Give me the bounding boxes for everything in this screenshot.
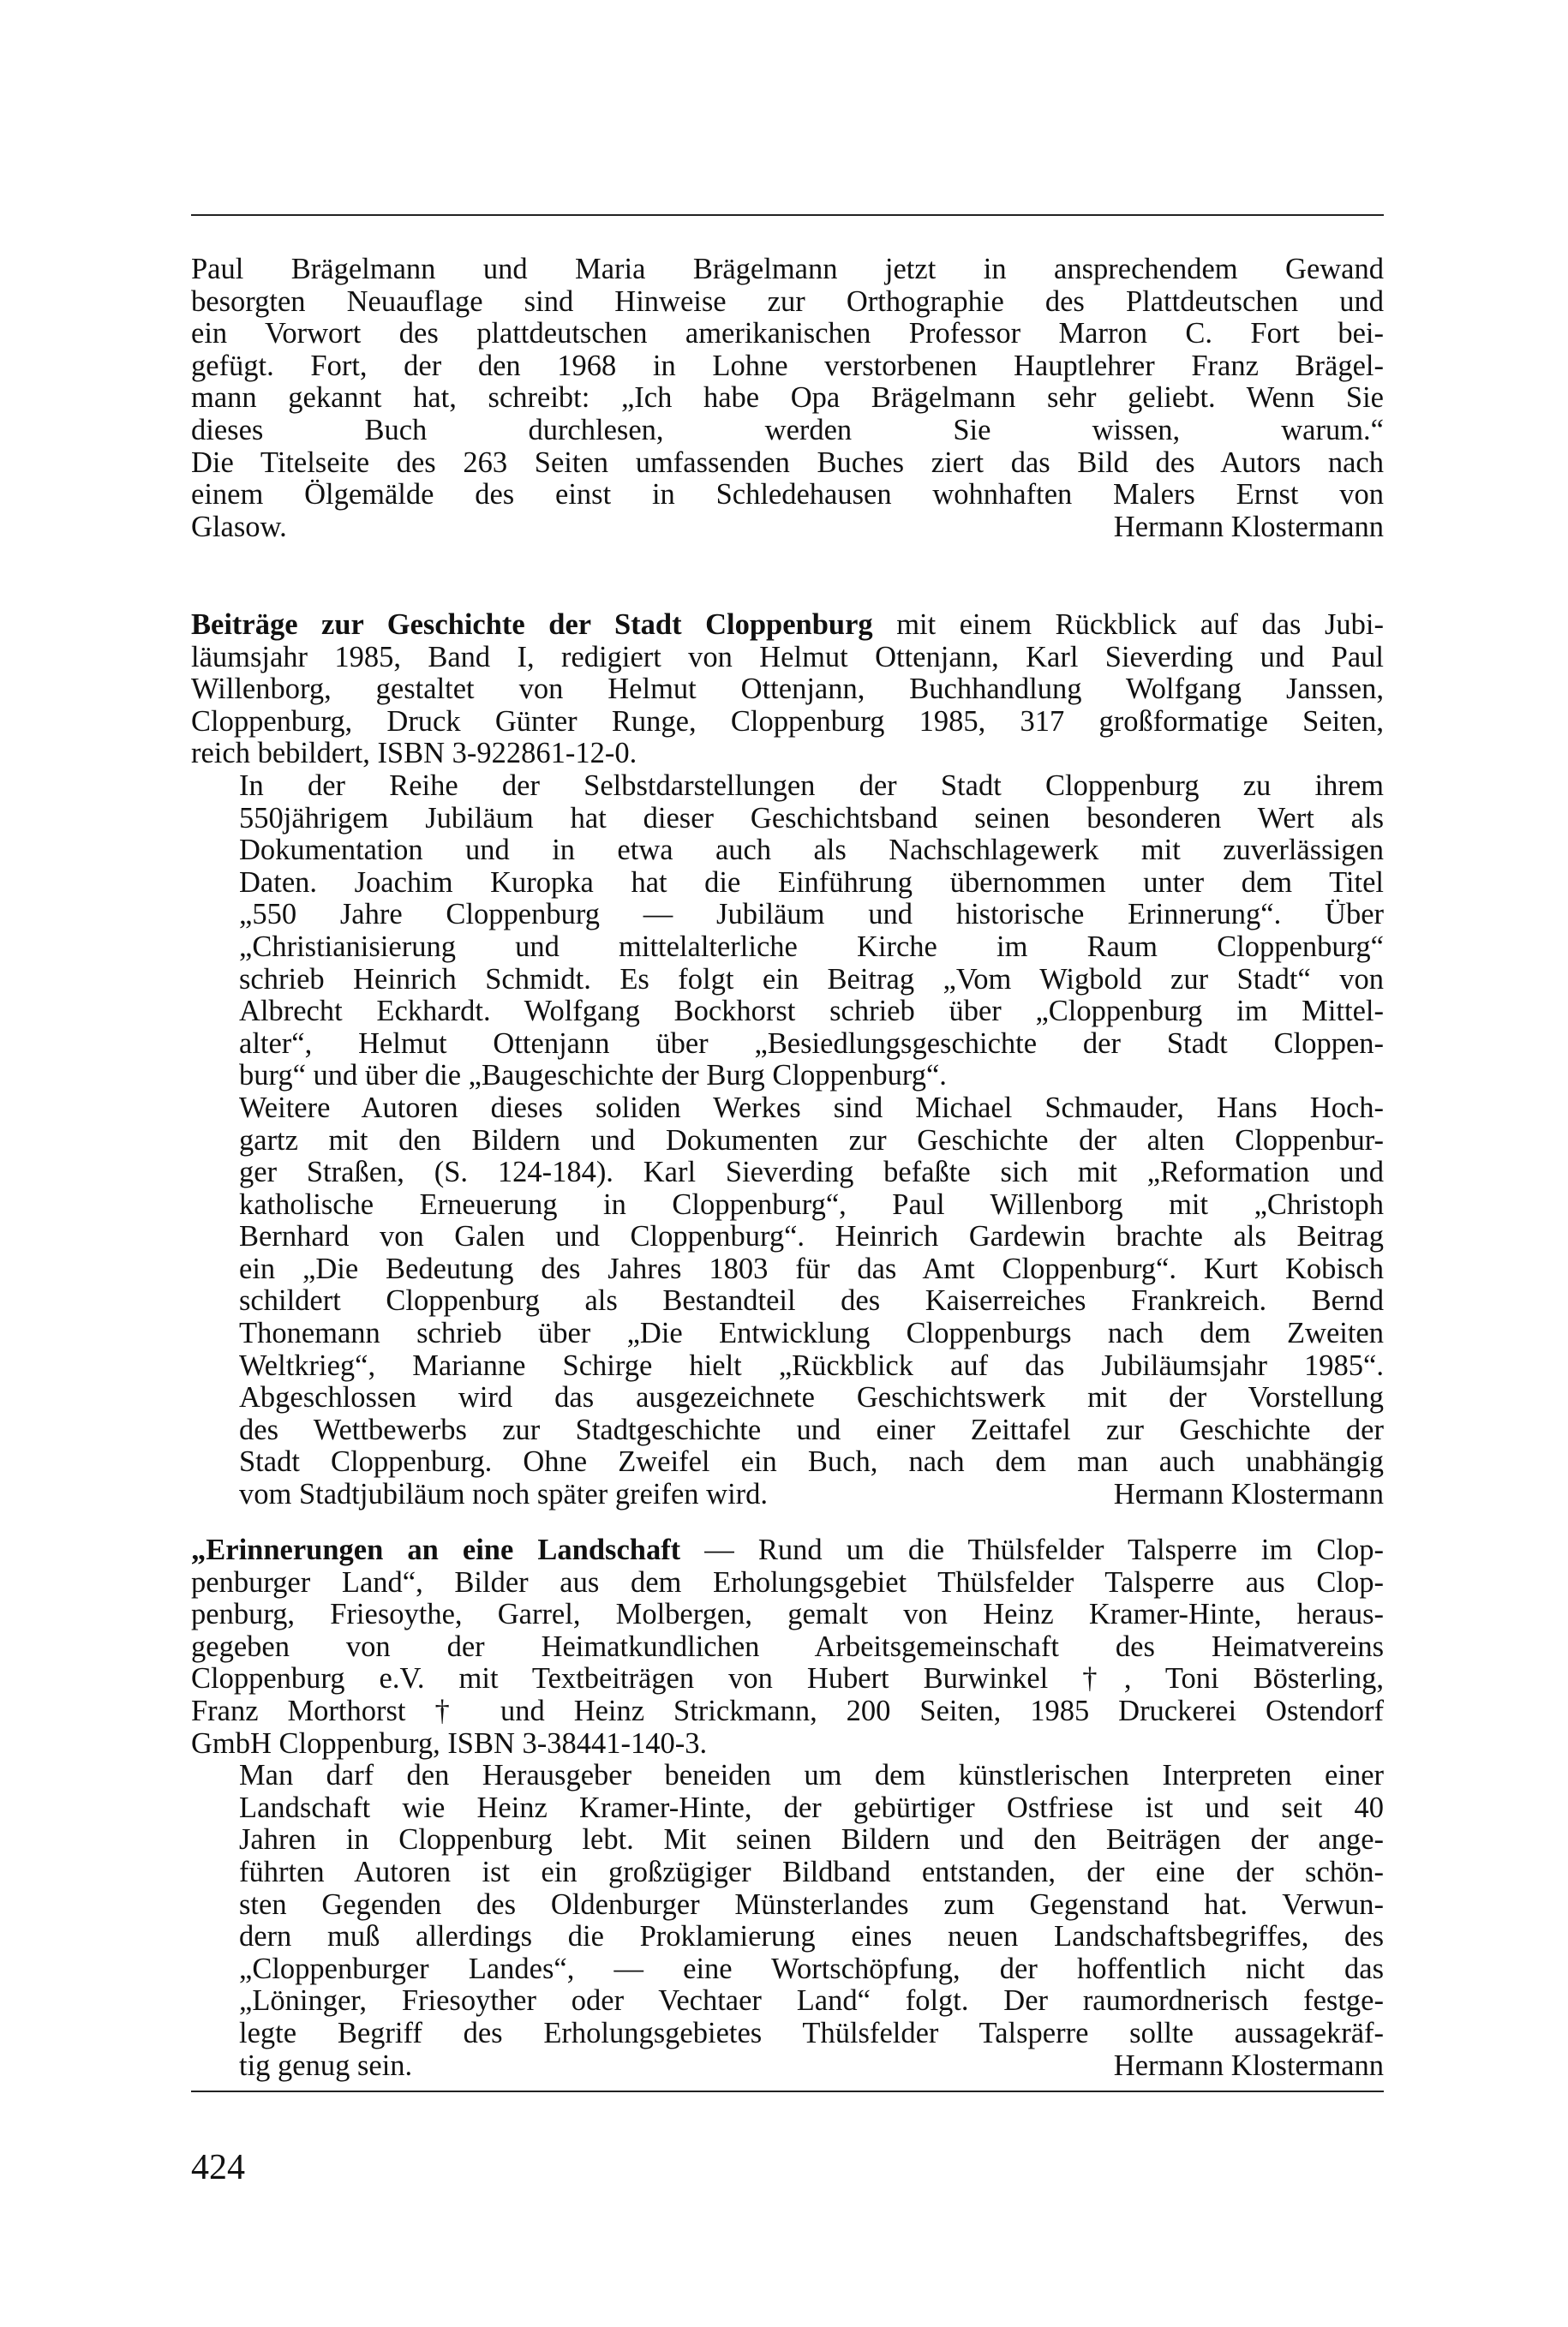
review-text-line: schildert Cloppenburg als Bestandteil des Kaiserreiches Frankreich. Bernd <box>239 1284 1384 1318</box>
bottom-rule <box>191 2091 1384 2092</box>
review-text-line: Bernhard von Galen und Cloppenburg“. Heinrich Gardewin brachte als Beitrag <box>239 1220 1384 1253</box>
review-text-line: Stadt Cloppenburg. Ohne Zweifel ein Buch, nach dem man auch unabhängig <box>239 1445 1384 1479</box>
review-text-line: Dokumentation und in etwa auch als Nachschlagewerk mit zuverlässigen <box>239 834 1384 867</box>
review-text-line: Weltkrieg“, Marianne Schirge hielt „Rückblick auf das Jubiläumsjahr 1985“. <box>239 1349 1384 1382</box>
review-text-line: Albrecht Eckhardt. Wolfgang Bockhorst schrieb über „Cloppenburg im Mittel- <box>239 995 1384 1028</box>
closing-text: vom Stadtjubiläum noch später greifen wird. <box>239 1478 769 1511</box>
bibliographic-line: reich bebildert, ISBN 3-922861-12-0. <box>191 737 637 770</box>
bibliographic-line: Cloppenburg, Druck Günter Runge, Cloppenburg 1985, 317 großformatige Seiten, <box>191 704 1384 738</box>
closing-line <box>191 511 1384 544</box>
review-text-line: Man darf den Herausgeber beneiden um dem künstlerischen Interpreten einer <box>239 1759 1384 1792</box>
review-text-line: Daten. Joachim Kuropka hat die Einführung übernommen unter dem Titel <box>239 865 1384 899</box>
title-line <box>191 1534 1384 1567</box>
review-brägelmann-continuation <box>191 254 1384 543</box>
bibliographic-line: Cloppenburg e.V. mit Textbeiträgen von Hubert Burwinkel †, Toni Bösterling, <box>191 1662 1384 1696</box>
text-line: gefügt. Fort, der den 1968 in Lohne verstorbenen Hauptlehrer Franz Brägel- <box>191 349 1384 382</box>
top-rule <box>191 214 1384 216</box>
closing-line <box>191 2050 1384 2083</box>
review-text-line: „Löninger, Friesoyther oder Vechtaer Land“ folgt. Der raumordnerisch festge- <box>239 1984 1384 2018</box>
closing-line <box>191 1479 1384 1511</box>
title-line <box>191 609 1384 642</box>
book-title: Beiträge zur Geschichte der Stadt Cloppenburg <box>191 608 873 641</box>
review-text-line: In der Reihe der Selbstdarstellungen der Stadt Cloppenburg zu ihrem <box>239 769 1384 802</box>
book-title: „Erinnerungen an eine Landschaft <box>191 1534 681 1566</box>
closing-text: tig genug sein. <box>239 2049 413 2082</box>
text-line: Paul Brägelmann und Maria Brägelmann jetzt in ansprechendem Gewand <box>191 253 1384 285</box>
text-line: dieses Buch durchlesen, werden Sie wissen, warum.“ <box>191 413 1384 446</box>
review-text-line: Landschaft wie Heinz Kramer-Hinte, der gebürtiger Ostfriese ist und seit 40 <box>239 1791 1384 1824</box>
closing-text: Glasow. <box>191 510 287 543</box>
review-text-line: sten Gegenden des Oldenburger Münsterlandes zum Gegenstand hat. Verwun- <box>239 1887 1384 1921</box>
review-text-line: führten Autoren ist ein großzügiger Bildband entstanden, der eine der schön- <box>239 1855 1384 1888</box>
review-text-line: ger Straßen, (S. 124-184). Karl Sieverding befaßte sich mit „Reformation und <box>239 1156 1384 1189</box>
review-text-line: „Christianisierung und mittelalterliche Kirche im Raum Cloppenburg“ <box>239 930 1384 963</box>
review-text-line: „Cloppenburger Landes“, — eine Wortschöpfung, der hoffentlich nicht das <box>239 1952 1384 1985</box>
review-text-line: legte Begriff des Erholungsgebietes Thülsfelder Talsperre sollte aussagekräf- <box>239 2016 1384 2049</box>
text-line: einem Ölgemälde des einst in Schledehausen wohnhaften Malers Ernst von <box>191 478 1384 511</box>
page-number: 424 <box>191 2148 245 2187</box>
text-line: besorgten Neuauflage sind Hinweise zur Orthographie des Plattdeutschen und <box>191 284 1384 318</box>
bibliographic-line: gegeben von der Heimatkundlichen Arbeitsgemeinschaft des Heimatvereins <box>191 1630 1384 1663</box>
text-line: mann gekannt hat, schreibt: „Ich habe Opa Brägelmann sehr geliebt. Wenn Sie <box>191 381 1384 415</box>
review-erinnerungen-landschaft <box>191 1534 1384 2082</box>
review-text-line: alter“, Helmut Ottenjann über „Besiedlungsgeschichte der Stadt Cloppen- <box>239 1026 1384 1060</box>
review-text-line: burg“ und über die „Baugeschichte der Burg Cloppenburg“. <box>239 1059 947 1092</box>
review-text-line: Jahren in Cloppenburg lebt. Mit seinen Bildern und den Beiträgen der ange- <box>239 1823 1384 1857</box>
author-signature: Hermann Klostermann <box>1113 1478 1384 1511</box>
author-signature: Hermann Klostermann <box>1113 2049 1384 2082</box>
text-line: ein Vorwort des plattdeutschen amerikanischen Professor Marron C. Fort bei- <box>191 317 1384 350</box>
review-text-line: „550 Jahre Cloppenburg — Jubiläum und historische Erinnerung“. Über <box>239 898 1384 931</box>
review-text-line: schrieb Heinrich Schmidt. Es folgt ein Beitrag „Vom Wigbold zur Stadt“ von <box>239 962 1384 996</box>
review-text-line: Weitere Autoren dieses soliden Werkes sind Michael Schmauder, Hans Hoch- <box>239 1091 1384 1124</box>
review-text-line: des Wettbewerbs zur Stadtgeschichte und einer Zeittafel zur Geschichte der <box>239 1413 1384 1446</box>
bibliographic-line: läumsjahr 1985, Band I, redigiert von Helmut Ottenjann, Karl Sieverding und Paul <box>191 640 1384 673</box>
bibliographic-line: Willenborg, gestaltet von Helmut Ottenjann, Buchhandlung Wolfgang Janssen, <box>191 673 1384 706</box>
review-text-line: 550jährigem Jubiläum hat dieser Geschichtsband seinen besonderen Wert als <box>239 801 1384 834</box>
bibliographic-line: penburger Land“, Bilder aus dem Erholungsgebiet Thülsfelder Talsperre aus Clop- <box>191 1565 1384 1599</box>
bibliographic-line: GmbH Cloppenburg, ISBN 3-38441-140-3. <box>191 1726 708 1760</box>
review-beitraege-cloppenburg <box>191 609 1384 1511</box>
review-text-line: dern muß allerdings die Proklamierung eines neuen Landschaftsbegriffes, des <box>239 1920 1384 1953</box>
review-text-line: gartz mit den Bildern und Dokumenten zur Geschichte der alten Cloppenbur- <box>239 1123 1384 1157</box>
bibliographic-line: Franz Morthorst † und Heinz Strickmann, 200 Seiten, 1985 Druckerei Ostendorf <box>191 1694 1384 1727</box>
review-text-line: Abgeschlossen wird das ausgezeichnete Geschichtswerk mit der Vorstellung <box>239 1381 1384 1415</box>
author-signature: Hermann Klostermann <box>1113 510 1384 543</box>
review-text-line: katholische Erneuerung in Cloppenburg“, Paul Willenborg mit „Christoph <box>239 1187 1384 1221</box>
review-text-line: ein „Die Bedeutung des Jahres 1803 für das Amt Cloppenburg“. Kurt Kobisch <box>239 1252 1384 1285</box>
title-continuation: — Rund um die Thülsfelder Talsperre im Clop- <box>680 1534 1384 1566</box>
title-continuation: mit einem Rückblick auf das Jubi- <box>872 608 1384 641</box>
bibliographic-line: penburg, Friesoythe, Garrel, Molbergen, gemalt von Heinz Kramer-Hinte, heraus- <box>191 1598 1384 1631</box>
review-text-line: Thonemann schrieb über „Die Entwicklung Cloppenburgs nach dem Zweiten <box>239 1317 1384 1350</box>
text-line: Die Titelseite des 263 Seiten umfassenden Buches ziert das Bild des Autors nach <box>191 446 1384 479</box>
